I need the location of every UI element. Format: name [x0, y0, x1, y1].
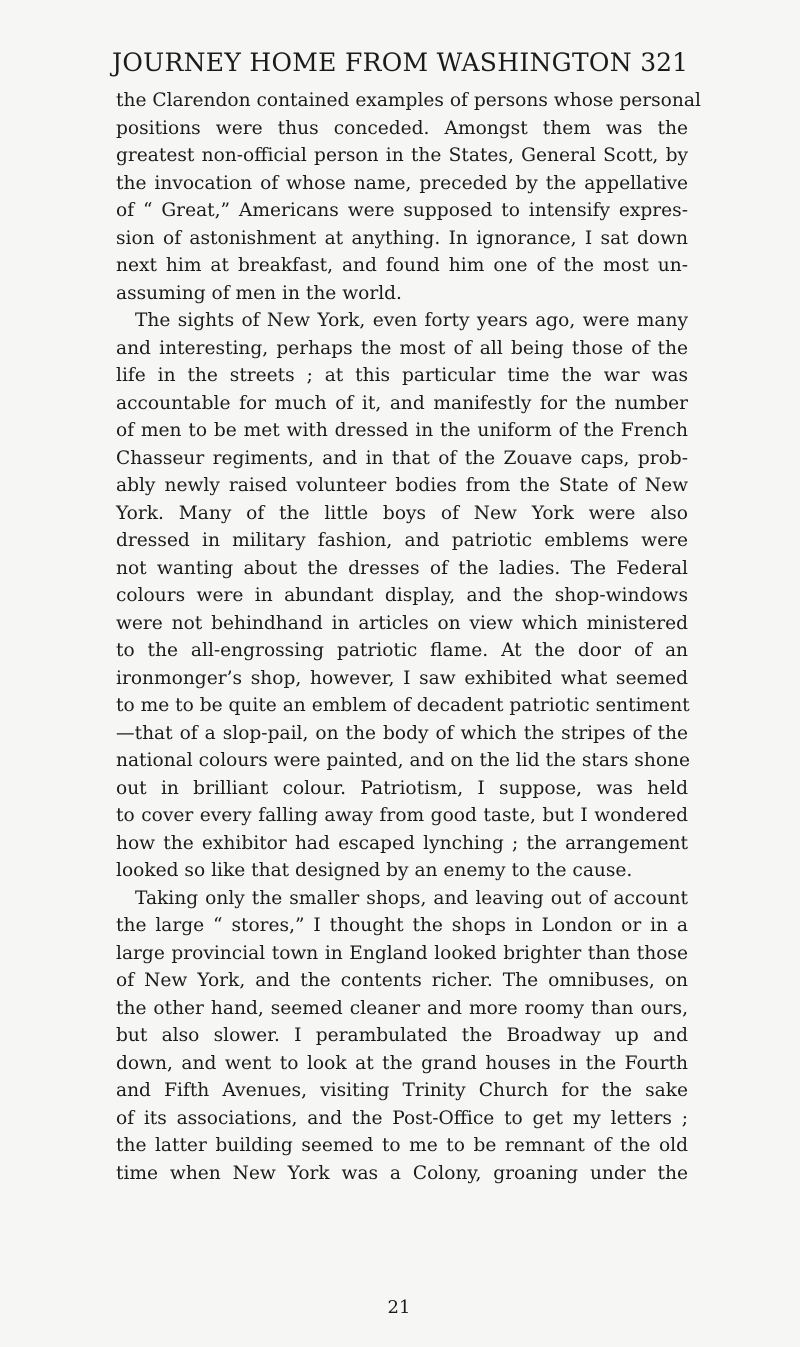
text-line: the large “ stores,” I thought the shops in London or in a	[116, 915, 688, 936]
text-line: York. Many of the little boys of New York were also	[116, 502, 688, 524]
body-text	[116, 87, 701, 1187]
text-line: ably newly raised volunteer bodies from the State of New	[116, 475, 688, 496]
text-line: how the exhibitor had escaped lynching ; the arrangement	[116, 832, 688, 854]
text-line: national colours were painted, and on the lid the stars shone	[116, 750, 691, 771]
page-number: 321	[640, 48, 688, 77]
text-line: of “ Great,” Americans were supposed to intensify expres-	[116, 200, 688, 221]
text-line: time when New York was a Colony, groaning under the	[116, 1162, 688, 1184]
running-head	[112, 48, 688, 88]
text-line: Chasseur regiments, and in that of the Zouave caps, prob-	[116, 447, 688, 469]
text-line: The sights of New York, even forty years ago, were many	[135, 310, 688, 331]
signature-mark-text: 21	[387, 1297, 411, 1318]
text-line: ironmonger’s shop, however, I saw exhibited what seemed	[116, 667, 688, 689]
text-line: the Clarendon contained examples of persons whose personal	[116, 90, 701, 111]
text-line: out in brilliant colour. Patriotism, I suppose, was held	[116, 777, 688, 799]
text-line: greatest non-official person in the States, General Scott, by	[116, 145, 688, 166]
text-line: the other hand, seemed cleaner and more roomy than ours,	[116, 997, 688, 1019]
text-line: and Fifth Avenues, visiting Trinity Church for the sake	[116, 1080, 688, 1101]
text-line: looked so like that designed by an enemy to the cause.	[116, 860, 633, 881]
text-line: not wanting about the dresses of the ladies. The Federal	[116, 557, 688, 579]
text-line: large provincial town in England looked brighter than those	[116, 942, 688, 964]
text-line: dressed in military fashion, and patriotic emblems were	[116, 530, 688, 551]
text-line: assuming of men in the world.	[116, 282, 402, 304]
text-line: of its associations, and the Post-Office to get my letters ;	[116, 1107, 688, 1129]
text-line: next him at breakfast, and found him one of the most un-	[116, 255, 688, 276]
text-line: accountable for much of it, and manifestly for the number	[116, 392, 688, 414]
text-line: of New York, and the contents richer. The omnibuses, on	[116, 970, 688, 991]
text-line: to cover every falling away from good taste, but I wondered	[116, 805, 688, 826]
text-line: sion of astonishment at anything. In ignorance, I sat down	[116, 227, 688, 249]
text-line: life in the streets ; at this particular time the war was	[116, 365, 688, 386]
text-line: of men to be met with dressed in the uniform of the French	[116, 420, 688, 441]
text-line: but also slower. I perambulated the Broadway up and	[116, 1025, 688, 1046]
text-line: to the all-engrossing patriotic flame. At the door of an	[116, 640, 688, 661]
text-line: colours were in abundant display, and the shop-windows	[116, 585, 688, 606]
text-line: Taking only the smaller shops, and leaving out of account	[135, 887, 688, 909]
running-head-title: JOURNEY HOME FROM WASHINGTON	[112, 48, 632, 77]
text-line: down, and went to look at the grand houses in the Fourth	[116, 1052, 688, 1074]
text-line: and interesting, perhaps the most of all being those of the	[116, 337, 688, 359]
text-line: the latter building seemed to me to be remnant of the old	[116, 1135, 688, 1156]
text-line: the invocation of whose name, preceded by the appellative	[116, 172, 688, 194]
text-line: were not behindhand in articles on view which ministered	[116, 612, 688, 634]
text-line: positions were thus conceded. Amongst them was the	[116, 117, 688, 139]
signature-mark	[0, 1297, 800, 1318]
text-line: —that of a slop-pail, on the body of which the stripes of the	[116, 722, 688, 744]
text-line: to me to be quite an emblem of decadent patriotic sentiment	[116, 695, 690, 716]
